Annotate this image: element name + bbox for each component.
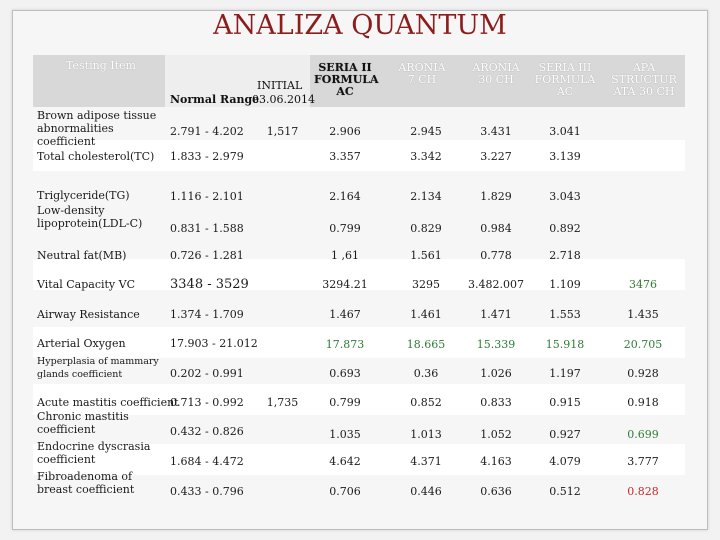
header-aronia-30: ARONIA 30 CH (472, 61, 520, 86)
row-value-a7: 0.36 (413, 367, 439, 380)
row-normal-range: 17.903 - 21.012 (170, 337, 258, 350)
row-item-label: Endocrine dyscrasia coefficient (37, 440, 151, 466)
row-normal-range: 3348 - 3529 (170, 277, 249, 292)
row-value-s2: 2.906 (329, 125, 361, 138)
row-value-s3: 1.197 (549, 367, 581, 380)
row-value-s3: 0.512 (549, 485, 581, 498)
row-item-label: Low-density lipoprotein(LDL-C) (37, 204, 143, 230)
row-value-a30: 0.833 (480, 396, 512, 409)
row-value-s3: 1.553 (549, 308, 581, 321)
row-value-apa: 0.918 (627, 396, 659, 409)
row-item-label: Arterial Oxygen (37, 337, 126, 350)
row-item-label: Brown adipose tissue abnormalities coefficient (37, 109, 157, 148)
row-value-s3: 4.079 (549, 455, 581, 468)
row-value-s3: 0.927 (549, 428, 581, 441)
header-initial-date: 03.06.2014 (252, 93, 315, 106)
row-value-a7: 0.446 (410, 485, 442, 498)
row-value-a7: 4.371 (410, 455, 442, 468)
row-item-label: Airway Resistance (37, 308, 140, 321)
row-value-a30: 1.829 (480, 190, 512, 203)
row-value-a30: 1.026 (480, 367, 512, 380)
row-value-s2: 3294.21 (322, 278, 368, 291)
row-value-a30: 1.471 (480, 308, 512, 321)
row-value-s2: 17.873 (325, 338, 365, 351)
row-value-a30: 0.984 (480, 222, 512, 235)
row-value-s3: 3.139 (549, 150, 581, 163)
row-item-label: Acute mastitis coefficient (37, 396, 179, 409)
row-normal-range: 0.432 - 0.826 (170, 425, 244, 438)
row-value-a30: 3.482.007 (468, 278, 524, 291)
row-value-s2: 4.642 (329, 455, 361, 468)
row-value-s2: 1.035 (329, 428, 361, 441)
row-value-s2: 3.357 (329, 150, 361, 163)
row-normal-range: 0.726 - 1.281 (170, 249, 244, 262)
row-initial-value: 1,735 (266, 396, 299, 409)
row-item-label: Hyperplasia of mammary glands coefficient (37, 356, 159, 380)
row-value-s2: 0.799 (329, 222, 361, 235)
row-item-label: Chronic mastitis coefficient (37, 410, 129, 436)
header-seria-3: SERIA III FORMULA AC (534, 61, 596, 98)
row-item-label: Neutral fat(MB) (37, 249, 127, 262)
row-normal-range: 1.833 - 2.979 (170, 150, 244, 163)
header-apa: APA STRUCTUR ATA 30 CH (611, 61, 677, 98)
row-value-a30: 0.778 (480, 249, 512, 262)
row-normal-range: 0.713 - 0.992 (170, 396, 244, 409)
row-normal-range: 0.433 - 0.796 (170, 485, 244, 498)
row-value-apa: 0.699 (627, 428, 659, 441)
row-value-s3: 1.109 (549, 278, 581, 291)
row-value-a30: 3.227 (480, 150, 512, 163)
row-normal-range: 0.202 - 0.991 (170, 367, 244, 380)
header-aronia-7: ARONIA 7 CH (398, 61, 446, 86)
row-initial-value: 1,517 (266, 125, 299, 138)
row-value-a30: 0.636 (480, 485, 512, 498)
row-value-s2: 0.799 (329, 396, 361, 409)
row-value-s2: 0.706 (329, 485, 361, 498)
row-value-apa: 3476 (629, 278, 657, 291)
row-value-s3: 3.041 (549, 125, 581, 138)
row-value-apa: 0.928 (627, 367, 659, 380)
row-value-a7: 3295 (412, 278, 440, 291)
header-normal-range: Normal Range (170, 93, 260, 106)
row-value-a7: 0.829 (410, 222, 442, 235)
row-value-a30: 15.339 (476, 338, 516, 351)
row-value-s2: 1 ,61 (331, 249, 359, 262)
row-value-s3: 0.892 (549, 222, 581, 235)
row-item-label: Triglyceride(TG) (37, 189, 130, 202)
row-value-a7: 1.561 (410, 249, 442, 262)
row-value-a7: 2.945 (410, 125, 442, 138)
header-initial: INITIAL (257, 79, 303, 92)
row-value-s2: 0.693 (329, 367, 361, 380)
row-value-s3: 2.718 (549, 249, 581, 262)
row-normal-range: 1.374 - 1.709 (170, 308, 244, 321)
row-value-a7: 1.461 (410, 308, 442, 321)
row-normal-range: 2.791 - 4.202 (170, 125, 244, 138)
row-value-a30: 1.052 (480, 428, 512, 441)
row-value-a7: 2.134 (410, 190, 442, 203)
row-normal-range: 1.684 - 4.472 (170, 455, 244, 468)
row-item-label: Total cholesterol(TC) (37, 150, 155, 163)
row-value-s2: 2.164 (329, 190, 361, 203)
row-item-label: Vital Capacity VC (37, 278, 136, 291)
row-value-s3: 15.918 (545, 338, 585, 351)
row-value-a7: 18.665 (406, 338, 446, 351)
row-value-a7: 0.852 (410, 396, 442, 409)
header-seria-2: SERIA II FORMULA AC (314, 61, 379, 98)
row-value-a7: 1.013 (410, 428, 442, 441)
row-value-apa: 3.777 (627, 455, 659, 468)
slide-title: ANALIZA QUANTUM (213, 10, 507, 41)
row-value-s2: 1.467 (329, 308, 361, 321)
row-value-s3: 0.915 (549, 396, 581, 409)
row-value-a30: 4.163 (480, 455, 512, 468)
row-value-a30: 3.431 (480, 125, 512, 138)
row-value-apa: 0.828 (627, 485, 659, 498)
row-item-label: Fibroadenoma of breast coefficient (37, 470, 135, 496)
row-value-a7: 3.342 (410, 150, 442, 163)
row-value-apa: 1.435 (627, 308, 659, 321)
row-normal-range: 0.831 - 1.588 (170, 222, 244, 235)
row-value-s3: 3.043 (549, 190, 581, 203)
row-normal-range: 1.116 - 2.101 (170, 190, 244, 203)
row-value-apa: 20.705 (623, 338, 663, 351)
header-testing-item: Testing Item (66, 59, 136, 72)
